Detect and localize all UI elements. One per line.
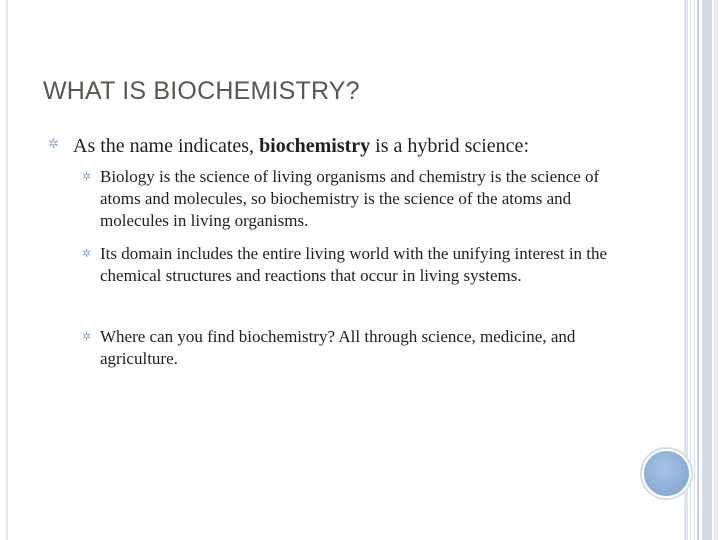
gear-bullet-icon: ✲: [82, 331, 92, 343]
decorative-circle: [642, 449, 691, 498]
sub-bullet-text: Where can you find biochemistry? All through science, medicine, and agriculture.: [100, 327, 576, 368]
gear-bullet-icon: ✲: [82, 171, 92, 183]
sub-bullet-point: [82, 166, 632, 232]
slide-title: WHAT IS BIOCHEMISTRY?: [43, 77, 360, 105]
sub-bullet-text: Biology is the science of living organisms and chemistry is the science of atoms and molecules, so biochemistry is the science of the atoms and molecules in living organisms.: [100, 167, 600, 230]
decorative-bar: [702, 0, 712, 540]
sub-bullet-point: [82, 326, 632, 370]
right-decorative-bars: [684, 0, 720, 540]
sub-bullet-text: Its domain includes the entire living world with the unifying interest in the chemical structures and reactions that occur in living systems.: [100, 244, 608, 285]
decorative-bar: [714, 0, 718, 540]
decorative-bar: [690, 0, 695, 540]
sub-bullet-point: [82, 243, 632, 287]
decorative-bar: [697, 0, 699, 540]
bold-term: biochemistry: [259, 135, 371, 157]
left-border-rule: [6, 0, 8, 540]
gear-bullet-icon: ✲: [82, 248, 92, 260]
gear-bullet-icon: ✲: [48, 136, 59, 151]
main-bullet-text: As the name indicates, biochemistry is a hybrid science:: [73, 135, 529, 157]
